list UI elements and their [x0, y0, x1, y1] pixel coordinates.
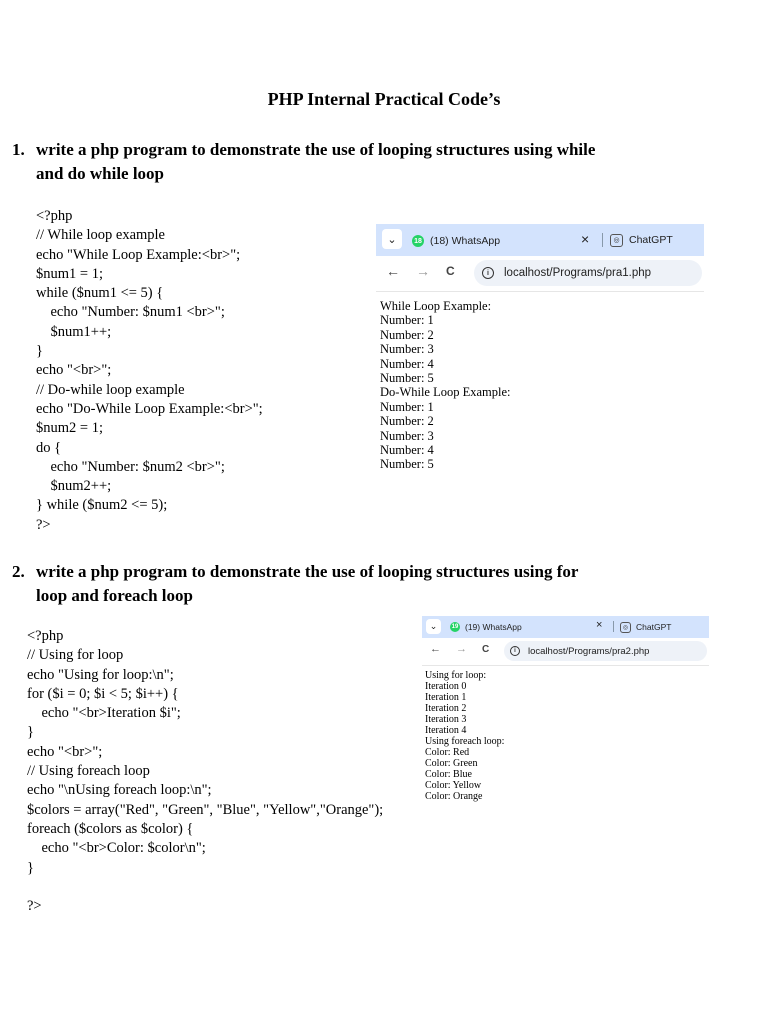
back-arrow-icon[interactable]: ←: [430, 643, 441, 655]
close-icon[interactable]: ×: [581, 231, 590, 247]
nav-bar: [376, 256, 704, 290]
chevron-down-icon[interactable]: ⌄: [426, 619, 441, 634]
toolbar-divider: [422, 665, 709, 666]
output-line: Using for loop:: [425, 670, 487, 681]
code-line: $colors = array("Red", "Green", "Blue", "Yellow","Orange");: [27, 801, 384, 818]
output-line: Using foreach loop:: [425, 736, 505, 747]
code-line: // While loop example: [36, 227, 165, 244]
code-line: <?php: [27, 628, 64, 644]
output-line: Color: Green: [425, 758, 478, 769]
info-icon[interactable]: i: [482, 267, 494, 279]
info-icon[interactable]: i: [510, 646, 520, 656]
question-2-heading: [12, 560, 702, 608]
code-line: [27, 878, 383, 897]
question-1-heading: [12, 138, 702, 186]
code-line: $num1++;: [36, 323, 112, 340]
tab-title: (18) WhatsApp: [430, 235, 501, 247]
whatsapp-icon: 19: [451, 624, 459, 630]
code-line: $num2++;: [36, 478, 112, 495]
code-line: <?php: [36, 208, 73, 224]
close-icon[interactable]: ×: [596, 619, 603, 631]
reload-icon[interactable]: C: [482, 644, 490, 655]
chatgpt-icon: ◎: [620, 622, 631, 633]
output-line: Number: 3: [380, 428, 434, 443]
code-line: echo "<br>";: [36, 362, 112, 379]
output-line: Number: 4: [380, 356, 434, 371]
output-line: Iteration 0: [425, 681, 467, 692]
output-line: Iteration 1: [425, 692, 467, 703]
address-bar[interactable]: [504, 641, 707, 661]
code-line: ?>: [27, 898, 42, 915]
document-title: PHP Internal Practical Code’s: [267, 89, 501, 109]
forward-arrow-icon[interactable]: →: [456, 643, 467, 655]
output-line: Number: 5: [380, 371, 434, 386]
chevron-down-icon[interactable]: ⌄: [382, 229, 402, 249]
output-line: Color: Yellow: [425, 780, 482, 791]
output-line: Number: 5: [380, 457, 434, 472]
code-line: $num2 = 1;: [36, 420, 103, 437]
code-line: foreach ($colors as $color) {: [27, 820, 194, 837]
tab-separator: [602, 233, 603, 247]
code-line: echo "Number: $num2 <br>";: [36, 458, 225, 475]
back-arrow-icon[interactable]: ←: [386, 263, 400, 279]
tab-whatsapp[interactable]: [450, 618, 614, 636]
code-block-2: [27, 627, 383, 916]
code-line: // Using for loop: [27, 647, 124, 664]
page-output: [380, 299, 511, 472]
code-line: echo "Do-While Loop Example:<br>";: [36, 400, 263, 417]
code-line: echo "<br>";: [27, 743, 103, 760]
question-text-line-2: loop and foreach loop: [36, 586, 193, 605]
reload-icon[interactable]: C: [446, 264, 455, 278]
question-number: 1.: [12, 140, 25, 159]
question-text-line-1: write a php program to demonstrate the use of looping structures using while: [36, 140, 596, 159]
code-line: echo "Using for loop:\n";: [27, 666, 174, 683]
code-block-1: [36, 207, 263, 535]
output-line: Iteration 3: [425, 714, 467, 725]
question-number: 2.: [12, 562, 25, 581]
code-line: echo "Number: $num1 <br>";: [36, 304, 225, 321]
code-line: echo "\nUsing foreach loop:\n";: [27, 782, 212, 799]
code-line: do {: [36, 439, 62, 456]
code-line: echo "While Loop Example:<br>";: [36, 246, 241, 263]
output-line: Color: Orange: [425, 791, 483, 802]
code-line: // Using foreach loop: [27, 763, 150, 780]
output-line: Number: 2: [380, 327, 434, 342]
address-bar[interactable]: [474, 260, 702, 286]
code-line: for ($i = 0; $i < 5; $i++) {: [27, 685, 179, 702]
chatgpt-icon: ◎: [610, 234, 623, 247]
page-output: [425, 670, 504, 802]
output-line: While Loop Example:: [380, 299, 492, 313]
output-line: Number: 1: [380, 313, 434, 328]
tab-chatgpt[interactable]: [610, 228, 673, 252]
url-text: localhost/Programs/pra1.php: [504, 267, 652, 279]
whatsapp-icon: 18: [412, 235, 424, 247]
output-line: Number: 3: [380, 342, 434, 357]
toolbar-divider: [376, 291, 704, 292]
nav-bar: [422, 638, 709, 664]
code-line: // Do-while loop example: [36, 381, 185, 398]
output-line: Number: 4: [380, 443, 434, 458]
code-line: echo "<br>Iteration $i";: [27, 705, 181, 722]
tab-bar: [422, 616, 709, 638]
question-text-line-2: and do while loop: [36, 164, 165, 183]
tab-title: (19) WhatsApp: [465, 622, 522, 632]
output-line: Iteration 4: [425, 725, 467, 736]
code-line: $num1 = 1;: [36, 265, 103, 282]
tab-chatgpt[interactable]: [620, 618, 671, 636]
code-line: ?>: [36, 516, 51, 533]
code-line: } while ($num2 <= 5);: [36, 497, 168, 514]
code-line: }: [27, 724, 34, 741]
output-line: Number: 2: [380, 414, 434, 429]
tab-title: ChatGPT: [629, 234, 673, 246]
tab-bar: [376, 224, 704, 256]
tab-separator: [613, 621, 614, 632]
browser-screenshot-2: [422, 616, 709, 812]
output-line: Color: Blue: [425, 769, 472, 780]
output-line: Number: 1: [380, 399, 434, 414]
url-text: localhost/Programs/pra2.php: [528, 645, 650, 657]
question-text-line-1: write a php program to demonstrate the use of looping structures using for: [36, 562, 579, 581]
forward-arrow-icon[interactable]: →: [416, 263, 430, 279]
code-line: while ($num1 <= 5) {: [36, 285, 164, 302]
output-line: Color: Red: [425, 747, 470, 758]
code-line: echo "<br>Color: $color\n";: [27, 840, 206, 857]
code-line: }: [36, 343, 43, 360]
browser-screenshot-1: [376, 224, 704, 492]
tab-whatsapp[interactable]: [412, 228, 602, 254]
code-line: }: [27, 859, 34, 876]
tab-title: ChatGPT: [636, 622, 672, 632]
output-line: Iteration 2: [425, 703, 467, 714]
output-line: Do-While Loop Example:: [380, 385, 511, 400]
